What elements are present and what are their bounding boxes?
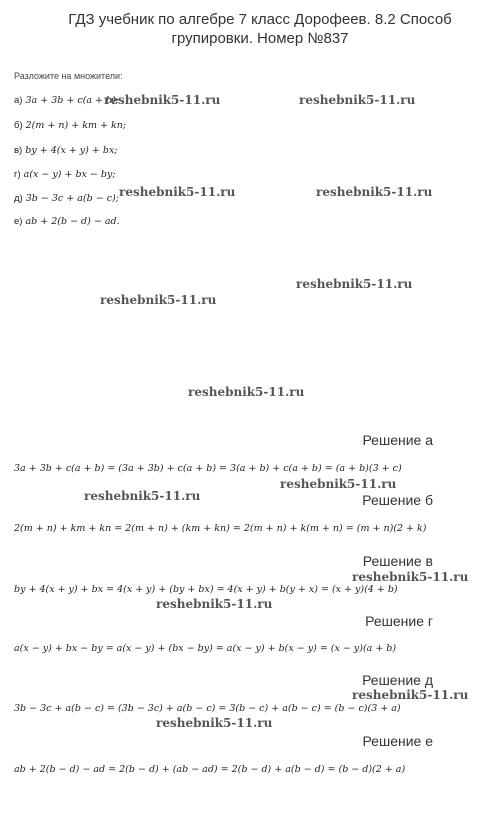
task-expression: 2(m + n) + km + kn;: [25, 120, 127, 131]
solution-heading-d: Решение д: [362, 672, 433, 688]
watermark: reshebnik5-11.ru: [188, 385, 305, 399]
solution-text-g: a(x − y) + bx − by = a(x − y) + (bx − by) = a(x − y) + b(x − y) = (x − y)(a + b): [14, 643, 397, 654]
watermark: reshebnik5-11.ru: [100, 293, 217, 307]
task-item-b: [14, 120, 126, 131]
solution-text-a: 3a + 3b + c(a + b) = (3a + 3b) + c(a + b) = 3(a + b) + c(a + b) = (a + b)(3 + c): [14, 463, 402, 474]
watermark: reshebnik5-11.ru: [352, 688, 469, 702]
watermark: reshebnik5-11.ru: [352, 570, 469, 584]
solution-heading-b: Решение б: [362, 492, 433, 508]
task-expression: a(x − y) + bx − by;: [23, 169, 116, 180]
task-heading: Разложите на множители:: [14, 71, 123, 81]
solution-text-e: ab + 2(b − d) − ad = 2(b − d) + (ab − ad) = 2(b − d) + a(b − d) = (b − d)(2 + a): [14, 764, 406, 775]
task-label: в): [14, 145, 23, 156]
solution-heading-a: Решение а: [362, 432, 433, 448]
task-label: б): [14, 120, 23, 131]
task-expression: by + 4(x + y) + bx;: [25, 145, 118, 156]
page-title: ГДЗ учебник по алгебре 7 класс Дорофеев. 8.2 Способ групировки. Номер №837: [68, 11, 452, 47]
watermark: reshebnik5-11.ru: [84, 489, 201, 503]
solution-heading-v: Решение в: [362, 553, 433, 569]
task-label: д): [14, 193, 23, 204]
watermark: reshebnik5-11.ru: [119, 185, 236, 199]
task-expression: 3a + 3b + c(a + b);: [25, 95, 119, 106]
watermark: reshebnik5-11.ru: [299, 93, 416, 107]
task-label: г): [14, 169, 21, 180]
task-label: а): [14, 95, 23, 106]
task-item-d: [14, 193, 119, 204]
task-item-g: [14, 169, 116, 180]
task-label: е): [14, 216, 23, 227]
watermark: reshebnik5-11.ru: [156, 597, 273, 611]
task-item-v: [14, 145, 118, 156]
watermark: reshebnik5-11.ru: [156, 716, 273, 730]
watermark: reshebnik5-11.ru: [296, 277, 413, 291]
watermark: reshebnik5-11.ru: [316, 185, 433, 199]
solution-text-b: 2(m + n) + km + kn = 2(m + n) + (km + kn) = 2(m + n) + k(m + n) = (m + n)(2 + k): [14, 523, 427, 534]
solution-heading-e: Решение е: [362, 733, 433, 749]
solution-text-v: by + 4(x + y) + bx = 4(x + y) + (by + bx) = 4(x + y) + b(y + x) = (x + y)(4 + b): [14, 584, 398, 595]
task-expression: ab + 2(b − d) − ad.: [25, 216, 120, 227]
watermark: reshebnik5-11.ru: [280, 477, 397, 491]
task-item-e: [14, 216, 120, 227]
solution-text-d: 3b − 3c + a(b − c) = (3b − 3c) + a(b − c) = 3(b − c) + a(b − c) = (b − c)(3 + a): [14, 703, 401, 714]
solution-heading-g: Решение г: [365, 613, 433, 629]
watermark: reshebnik5-11.ru: [104, 93, 221, 107]
task-expression: 3b − 3c + a(b − c);: [25, 193, 119, 204]
